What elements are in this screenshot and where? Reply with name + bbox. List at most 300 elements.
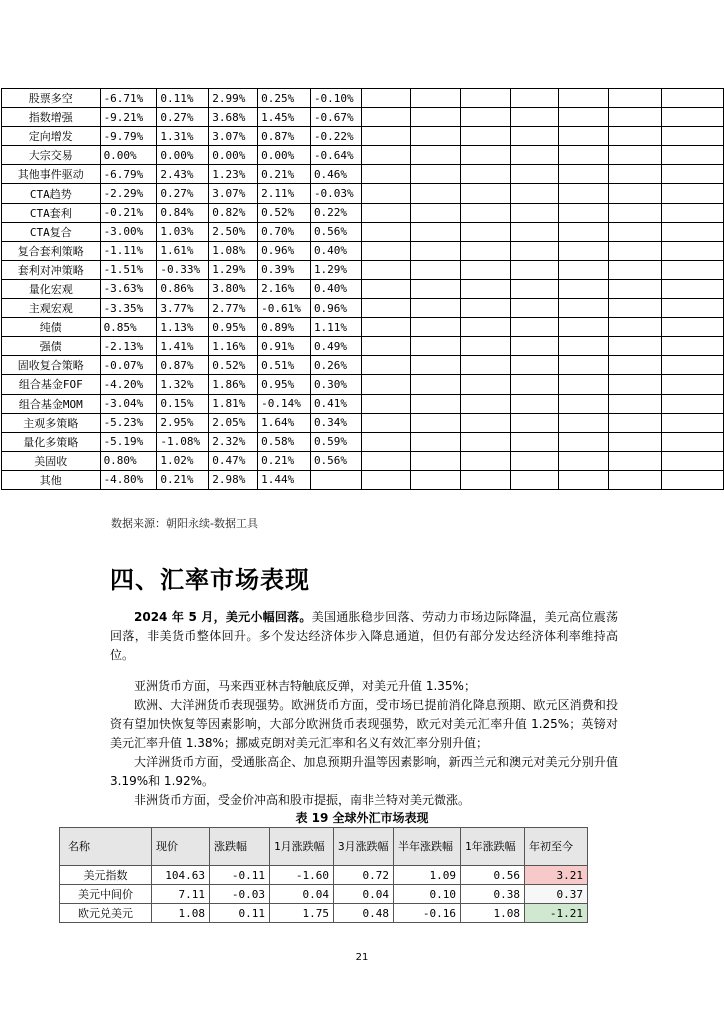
strategy-value-cell: 1.11% (310, 318, 361, 337)
strategy-row (2, 260, 724, 279)
strategy-value-cell: 0.47% (209, 451, 258, 470)
page-number: 21 (355, 952, 369, 963)
strategy-value-cell: -1.11% (100, 241, 157, 260)
empty-cell (559, 337, 609, 356)
empty-cell (661, 337, 723, 356)
empty-cell (361, 356, 410, 375)
empty-cell (361, 318, 410, 337)
empty-cell (559, 375, 609, 394)
paragraph-usd-summary (110, 608, 618, 665)
strategy-value-cell: 1.31% (157, 127, 209, 146)
empty-cell (609, 127, 661, 146)
empty-cell (510, 318, 558, 337)
fx-market-table (59, 827, 588, 923)
empty-cell (609, 241, 661, 260)
empty-cell (661, 394, 723, 413)
empty-cell (411, 299, 461, 318)
empty-cell (361, 184, 410, 203)
strategy-row (2, 89, 724, 108)
empty-cell (361, 413, 410, 432)
empty-cell (559, 432, 609, 451)
empty-cell (609, 413, 661, 432)
strategy-value-cell: -1.08% (157, 432, 209, 451)
empty-cell (661, 375, 723, 394)
empty-cell (609, 222, 661, 241)
empty-cell (609, 337, 661, 356)
empty-cell (361, 260, 410, 279)
strategy-value-cell: 2.43% (157, 165, 209, 184)
strategy-row (2, 432, 724, 451)
strategy-value-cell: -5.23% (100, 413, 157, 432)
empty-cell (661, 127, 723, 146)
empty-cell (609, 184, 661, 203)
empty-cell (559, 299, 609, 318)
empty-cell (559, 108, 609, 127)
strategy-value-cell: 0.49% (310, 337, 361, 356)
empty-cell (661, 318, 723, 337)
strategy-row (2, 318, 724, 337)
strategy-name-cell: 套利对冲策略 (2, 260, 101, 279)
strategy-value-cell: 1.13% (157, 318, 209, 337)
paragraph-africa: 非洲货币方面，受金价冲高和股市提振，南非兰特对美元微涨。 (134, 793, 471, 807)
strategy-value-cell: 0.58% (258, 432, 311, 451)
empty-cell (361, 432, 410, 451)
empty-cell (559, 279, 609, 298)
strategy-value-cell: 0.91% (258, 337, 311, 356)
strategy-value-cell: 0.87% (157, 356, 209, 375)
strategy-row (2, 356, 724, 375)
empty-cell (411, 279, 461, 298)
empty-cell (510, 260, 558, 279)
strategy-row (2, 394, 724, 413)
strategy-name-cell: 纯债 (2, 318, 101, 337)
strategy-name-cell: 复合套利策略 (2, 241, 101, 260)
strategy-value-cell: 0.96% (258, 241, 311, 260)
empty-cell (661, 108, 723, 127)
empty-cell (661, 203, 723, 222)
strategy-row (2, 184, 724, 203)
strategy-value-cell: 0.39% (258, 260, 311, 279)
fx-value-cell: 1.75 (270, 904, 334, 923)
fx-name-cell: 美元指数 (60, 866, 152, 885)
fx-value-cell: 0.56 (461, 866, 525, 885)
strategy-value-cell: 0.89% (258, 318, 311, 337)
empty-cell (510, 299, 558, 318)
empty-cell (510, 146, 558, 165)
empty-cell (510, 279, 558, 298)
empty-cell (510, 470, 558, 489)
strategy-value-cell: 3.07% (209, 127, 258, 146)
fx-table-caption: 表 19 全球外汇市场表现 (295, 811, 429, 825)
empty-cell (411, 318, 461, 337)
empty-cell (510, 89, 558, 108)
empty-cell (411, 184, 461, 203)
empty-cell (559, 241, 609, 260)
empty-cell (361, 470, 410, 489)
strategy-row (2, 337, 724, 356)
strategy-value-cell: -2.13% (100, 337, 157, 356)
strategy-value-cell: -6.71% (100, 89, 157, 108)
empty-cell (361, 451, 410, 470)
strategy-name-cell: CTA套利 (2, 203, 101, 222)
empty-cell (609, 108, 661, 127)
strategy-row (2, 470, 724, 489)
strategy-value-cell: 0.40% (310, 279, 361, 298)
empty-cell (559, 394, 609, 413)
empty-cell (461, 89, 510, 108)
empty-cell (461, 165, 510, 184)
strategy-value-cell: -4.20% (100, 375, 157, 394)
empty-cell (461, 299, 510, 318)
empty-cell (661, 413, 723, 432)
empty-cell (461, 356, 510, 375)
strategy-value-cell: 0.21% (157, 470, 209, 489)
empty-cell (609, 165, 661, 184)
strategy-value-cell: 3.68% (209, 108, 258, 127)
fx-value-cell: 1.08 (152, 904, 210, 923)
paragraph-oceania: 大洋洲货币方面，受通胀高企、加息预期升温等因素影响，新西兰元和澳元对美元分别升值 3.19%和 1.92%。 (110, 755, 618, 788)
fx-value-cell: 0.10 (394, 885, 461, 904)
strategy-name-cell: 其他事件驱动 (2, 165, 101, 184)
strategy-value-cell: 1.16% (209, 337, 258, 356)
fx-value-cell: -1.60 (270, 866, 334, 885)
empty-cell (510, 432, 558, 451)
fx-header-cell: 1月涨跌幅 (270, 828, 334, 866)
strategy-value-cell: -1.51% (100, 260, 157, 279)
fx-row (60, 885, 588, 904)
strategy-value-cell: 2.99% (209, 89, 258, 108)
empty-cell (461, 241, 510, 260)
strategy-value-cell: -0.64% (310, 146, 361, 165)
strategy-value-cell: 2.05% (209, 413, 258, 432)
empty-cell (361, 165, 410, 184)
strategy-value-cell: 0.00% (209, 146, 258, 165)
empty-cell (609, 356, 661, 375)
strategy-value-cell: 1.45% (258, 108, 311, 127)
empty-cell (411, 146, 461, 165)
strategy-name-cell: 量化多策略 (2, 432, 101, 451)
strategy-value-cell: 3.77% (157, 299, 209, 318)
empty-cell (411, 89, 461, 108)
empty-cell (661, 451, 723, 470)
empty-cell (559, 165, 609, 184)
strategy-value-cell: -6.79% (100, 165, 157, 184)
empty-cell (461, 222, 510, 241)
empty-cell (510, 184, 558, 203)
fx-value-cell: 1.09 (394, 866, 461, 885)
strategy-value-cell: -5.19% (100, 432, 157, 451)
fx-header-cell: 年初至今 (525, 828, 588, 866)
strategy-value-cell: -2.29% (100, 184, 157, 203)
empty-cell (361, 146, 410, 165)
empty-cell (559, 470, 609, 489)
strategy-value-cell: 3.07% (209, 184, 258, 203)
empty-cell (510, 356, 558, 375)
empty-cell (609, 375, 661, 394)
strategy-value-cell: 0.00% (157, 146, 209, 165)
strategy-value-cell: 2.98% (209, 470, 258, 489)
strategy-row (2, 203, 724, 222)
empty-cell (361, 108, 410, 127)
strategy-value-cell: 0.95% (258, 375, 311, 394)
strategy-value-cell: -9.79% (100, 127, 157, 146)
empty-cell (461, 337, 510, 356)
strategy-value-cell: -0.33% (157, 260, 209, 279)
data-source-note: 数据来源：朝阳永续-数据工具 (111, 517, 258, 530)
fx-value-cell: -0.03 (210, 885, 270, 904)
empty-cell (609, 432, 661, 451)
paragraph-usd-summary-body: 美国通胀稳步回落、劳动力市场边际降温，美元高位震荡回落，非美货币整体回升。多个发达经济体步入降息通道，但仍有部分发达经济体利率维持高位。 (110, 610, 618, 662)
paragraph-asia: 亚洲货币方面，马来西亚林吉特触底反弹，对美元升值 1.35%； (134, 679, 476, 693)
strategy-value-cell: 0.95% (209, 318, 258, 337)
fx-value-cell: 0.04 (334, 885, 394, 904)
strategy-value-cell: -3.00% (100, 222, 157, 241)
strategy-value-cell: 0.34% (310, 413, 361, 432)
strategy-value-cell: 1.44% (258, 470, 311, 489)
strategy-value-cell: 0.86% (157, 279, 209, 298)
strategy-value-cell: -4.80% (100, 470, 157, 489)
fx-value-cell: -0.11 (210, 866, 270, 885)
strategy-value-cell: 0.56% (310, 222, 361, 241)
empty-cell (461, 413, 510, 432)
strategy-value-cell: 1.64% (258, 413, 311, 432)
fx-header-cell: 涨跌幅 (210, 828, 270, 866)
empty-cell (361, 127, 410, 146)
strategy-name-cell: CTA复合 (2, 222, 101, 241)
strategy-name-cell: 强债 (2, 337, 101, 356)
empty-cell (609, 260, 661, 279)
fx-header-cell: 半年涨跌幅 (394, 828, 461, 866)
strategy-value-cell: 1.61% (157, 241, 209, 260)
strategy-value-cell: 0.30% (310, 375, 361, 394)
empty-cell (411, 165, 461, 184)
empty-cell (411, 241, 461, 260)
strategy-value-cell: 0.82% (209, 203, 258, 222)
empty-cell (411, 451, 461, 470)
empty-cell (411, 413, 461, 432)
strategy-value-cell: 0.80% (100, 451, 157, 470)
empty-cell (609, 89, 661, 108)
fx-header-cell: 1年涨跌幅 (461, 828, 525, 866)
empty-cell (510, 451, 558, 470)
strategy-value-cell: -0.61% (258, 299, 311, 318)
strategy-value-cell: -0.67% (310, 108, 361, 127)
empty-cell (461, 279, 510, 298)
strategy-value-cell: 0.25% (258, 89, 311, 108)
strategy-row (2, 413, 724, 432)
empty-cell (461, 146, 510, 165)
strategy-value-cell: -9.21% (100, 108, 157, 127)
empty-cell (361, 222, 410, 241)
fx-header-cell: 现价 (152, 828, 210, 866)
empty-cell (559, 203, 609, 222)
fx-value-cell: 0.38 (461, 885, 525, 904)
strategy-value-cell: 0.96% (310, 299, 361, 318)
fx-value-cell: 0.04 (270, 885, 334, 904)
strategy-name-cell: 组合基金FOF (2, 375, 101, 394)
empty-cell (510, 222, 558, 241)
empty-cell (361, 394, 410, 413)
empty-cell (361, 89, 410, 108)
strategy-value-cell: 1.32% (157, 375, 209, 394)
empty-cell (461, 432, 510, 451)
strategy-value-cell: 0.27% (157, 108, 209, 127)
fx-row (60, 866, 588, 885)
strategy-value-cell: -0.14% (258, 394, 311, 413)
strategy-name-cell: 组合基金MOM (2, 394, 101, 413)
fx-value-cell: 104.63 (152, 866, 210, 885)
empty-cell (361, 279, 410, 298)
strategy-returns-table (1, 88, 724, 490)
empty-cell (510, 108, 558, 127)
strategy-value-cell: 2.11% (258, 184, 311, 203)
empty-cell (361, 203, 410, 222)
empty-cell (661, 279, 723, 298)
fx-value-cell: 0.72 (334, 866, 394, 885)
fx-name-cell: 美元中间价 (60, 885, 152, 904)
strategy-value-cell: 0.27% (157, 184, 209, 203)
strategy-value-cell: 0.52% (209, 356, 258, 375)
empty-cell (510, 375, 558, 394)
strategy-value-cell: -0.21% (100, 203, 157, 222)
empty-cell (361, 241, 410, 260)
strategy-value-cell: 3.80% (209, 279, 258, 298)
strategy-value-cell: -0.10% (310, 89, 361, 108)
empty-cell (461, 318, 510, 337)
empty-cell (510, 165, 558, 184)
empty-cell (461, 260, 510, 279)
empty-cell (411, 203, 461, 222)
empty-cell (609, 299, 661, 318)
empty-cell (559, 451, 609, 470)
strategy-value-cell: 0.87% (258, 127, 311, 146)
empty-cell (559, 318, 609, 337)
strategy-value-cell: -3.35% (100, 299, 157, 318)
strategy-name-cell: 美固收 (2, 451, 101, 470)
strategy-value-cell: 1.08% (209, 241, 258, 260)
empty-cell (661, 299, 723, 318)
fx-value-cell: -0.16 (394, 904, 461, 923)
empty-cell (461, 127, 510, 146)
strategy-value-cell: 0.85% (100, 318, 157, 337)
empty-cell (461, 184, 510, 203)
strategy-name-cell: 主观多策略 (2, 413, 101, 432)
section-heading: 四、汇率市场表现 (110, 566, 310, 594)
empty-cell (461, 451, 510, 470)
strategy-value-cell: 0.56% (310, 451, 361, 470)
strategy-name-cell: 股票多空 (2, 89, 101, 108)
strategy-value-cell: 0.40% (310, 241, 361, 260)
empty-cell (411, 337, 461, 356)
empty-cell (559, 413, 609, 432)
strategy-value-cell: 0.00% (258, 146, 311, 165)
empty-cell (461, 203, 510, 222)
strategy-name-cell: 其他 (2, 470, 101, 489)
strategy-value-cell: 1.29% (209, 260, 258, 279)
empty-cell (559, 222, 609, 241)
strategy-value-cell: 1.41% (157, 337, 209, 356)
empty-cell (661, 146, 723, 165)
empty-cell (609, 279, 661, 298)
strategy-value-cell: 2.50% (209, 222, 258, 241)
empty-cell (661, 470, 723, 489)
empty-cell (609, 394, 661, 413)
strategy-name-cell: 主观宏观 (2, 299, 101, 318)
strategy-row (2, 108, 724, 127)
empty-cell (559, 184, 609, 203)
strategy-row (2, 299, 724, 318)
empty-cell (661, 89, 723, 108)
strategy-value-cell: 0.46% (310, 165, 361, 184)
empty-cell (361, 375, 410, 394)
strategy-value-cell: 2.16% (258, 279, 311, 298)
strategy-value-cell (310, 470, 361, 489)
strategy-value-cell: 0.84% (157, 203, 209, 222)
empty-cell (510, 337, 558, 356)
strategy-value-cell: -0.22% (310, 127, 361, 146)
empty-cell (411, 127, 461, 146)
empty-cell (411, 356, 461, 375)
empty-cell (559, 127, 609, 146)
strategy-value-cell: 1.29% (310, 260, 361, 279)
empty-cell (510, 394, 558, 413)
strategy-row (2, 146, 724, 165)
strategy-value-cell: 0.21% (258, 165, 311, 184)
empty-cell (559, 89, 609, 108)
empty-cell (461, 108, 510, 127)
strategy-row (2, 241, 724, 260)
strategy-row (2, 222, 724, 241)
fx-header-cell: 3月涨跌幅 (334, 828, 394, 866)
strategy-value-cell: 0.15% (157, 394, 209, 413)
strategy-name-cell: 固收复合策略 (2, 356, 101, 375)
strategy-value-cell: 2.77% (209, 299, 258, 318)
empty-cell (510, 127, 558, 146)
strategy-name-cell: 指数增强 (2, 108, 101, 127)
empty-cell (510, 203, 558, 222)
fx-value-cell: 1.08 (461, 904, 525, 923)
fx-header-cell: 名称 (60, 828, 152, 866)
empty-cell (609, 203, 661, 222)
empty-cell (661, 184, 723, 203)
strategy-value-cell: 1.02% (157, 451, 209, 470)
fx-name-cell: 欧元兑美元 (60, 904, 152, 923)
fx-value-cell: 0.48 (334, 904, 394, 923)
strategy-value-cell: 1.86% (209, 375, 258, 394)
empty-cell (609, 470, 661, 489)
empty-cell (661, 260, 723, 279)
strategy-value-cell: 0.22% (310, 203, 361, 222)
empty-cell (411, 432, 461, 451)
strategy-value-cell: 0.59% (310, 432, 361, 451)
strategy-name-cell: CTA趋势 (2, 184, 101, 203)
strategy-name-cell: 量化宏观 (2, 279, 101, 298)
empty-cell (661, 241, 723, 260)
empty-cell (609, 318, 661, 337)
paragraph-europe: 欧洲、大洋洲货币表现强势。欧洲货币方面，受市场已提前消化降息预期、欧元区消费和投资有望加快恢复等因素影响，大部分欧洲货币表现强势，欧元对美元汇率升值 1.25%；英镑对美元汇率升值 1.38%；挪威克朗对美元汇率和名义有效汇率分别升值； (110, 698, 618, 750)
strategy-value-cell: 0.21% (258, 451, 311, 470)
strategy-row (2, 451, 724, 470)
fx-ytd-cell: 3.21 (525, 866, 588, 885)
empty-cell (661, 165, 723, 184)
strategy-row (2, 127, 724, 146)
empty-cell (559, 260, 609, 279)
strategy-name-cell: 大宗交易 (2, 146, 101, 165)
fx-ytd-cell: -1.21 (525, 904, 588, 923)
strategy-value-cell: -0.07% (100, 356, 157, 375)
strategy-value-cell: 1.81% (209, 394, 258, 413)
strategy-value-cell: 0.00% (100, 146, 157, 165)
